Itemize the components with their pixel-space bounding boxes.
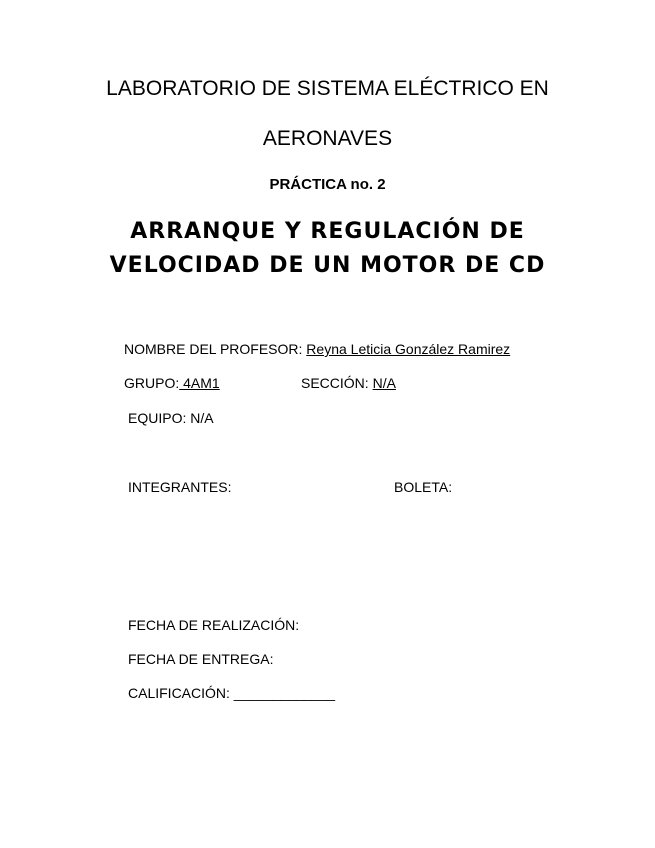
subject-heading-line-1: ARRANQUE Y REGULACIÓN DE: [130, 219, 525, 244]
members-label: INTEGRANTES:: [128, 479, 232, 495]
section-label: SECCIÓN:: [301, 375, 373, 391]
section-value: N/A: [372, 375, 396, 391]
professor-name: Reyna Leticia González Ramirez: [306, 341, 511, 357]
professor-label: NOMBRE DEL PROFESOR:: [124, 341, 307, 357]
title-line-1: LABORATORIO DE SISTEMA ELÉCTRICO EN: [106, 77, 549, 100]
title-line-2: AERONAVES: [262, 127, 393, 150]
subject-heading-line-2: VELOCIDAD DE UN MOTOR DE CD: [109, 253, 546, 278]
practice-number: PRÁCTICA no. 2: [269, 176, 386, 193]
group-row: [124, 375, 220, 391]
delivery-date-label: FECHA DE ENTREGA:: [128, 651, 274, 667]
team-row: EQUIPO: N/A: [128, 410, 214, 426]
group-value: 4AM1: [179, 375, 220, 391]
professor-row: [124, 341, 510, 357]
section-row: [301, 375, 396, 391]
grade-label: CALIFICACIÓN: _____________: [128, 685, 336, 701]
completion-date-label: FECHA DE REALIZACIÓN:: [128, 617, 300, 633]
group-label: GRUPO:: [124, 375, 180, 391]
student-id-label: BOLETA:: [394, 479, 453, 495]
